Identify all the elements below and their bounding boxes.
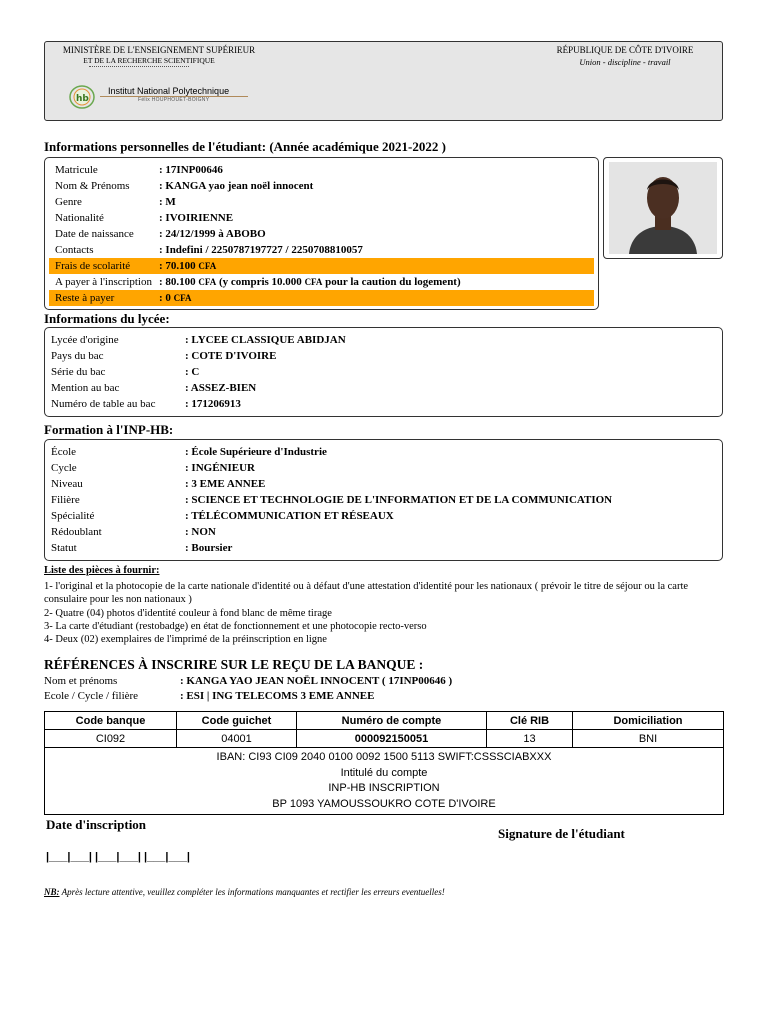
row-label: Spécialité [51,510,95,522]
domiciliation: BNI [573,730,724,748]
bank-school-row [44,690,724,704]
lycee-info-box [44,327,723,417]
to-pay-unit2: CFA [304,277,323,287]
row-value: : 17INP00646 [159,164,223,176]
row-label: Contacts [55,244,94,256]
bank-name-value: : KANGA YAO JEAN NOËL INNOCENT ( 17INP00646 ) [180,675,453,687]
row-value: : COTE D'IVOIRE [185,350,277,362]
bank-code: CI092 [45,730,177,748]
row-label: Nom & Prénoms [55,180,130,192]
row-value: : Indefini / 2250787197727 / 2250708810057 [159,244,363,256]
row-value: : École Supérieure d'Industrie [185,446,327,458]
republic-title: RÉPUBLIQUE DE CÔTE D'IVOIRE [556,45,694,55]
ministry-line2: ET DE LA RECHERCHE SCIENTIFIQUE [83,56,215,65]
student-photo-icon [609,162,717,254]
republic-motto: Union - discipline - travail [579,57,671,67]
header-account-number: Numéro de compte [297,712,487,730]
fees-unit: CFA [198,261,217,271]
lycee-row [45,380,715,396]
info-row-contacts [49,242,594,258]
date-field[interactable]: |___|___| |___|___| |___|___| [46,851,190,863]
row-label: Reste à payer [55,292,115,304]
info-row-matricule [49,162,594,178]
to-pay-amount: : 80.100 [159,276,196,288]
row-value: : 24/12/1999 à ABOBO [159,228,266,240]
branch-code: 04001 [177,730,297,748]
row-label: Frais de scolarité [55,260,131,272]
row-label: Genre [55,196,82,208]
lycee-row [45,332,715,348]
account-title-label: Intitulé du compte [340,766,428,779]
formation-row [45,476,715,492]
bank-info-cell [45,748,724,815]
row-label: Date de naissance [55,228,134,240]
to-pay-unit: CFA [198,277,217,287]
personal-section-title: Informations personnelles de l'étudiant: (Année académique 2021-2022 ) [44,139,446,154]
info-row-to-pay [49,274,594,290]
header-bank-code: Code banque [45,712,177,730]
info-row-nationality [49,210,594,226]
row-value: : Boursier [185,542,233,554]
row-label: Lycée d'origine [51,334,119,346]
row-label: Mention au bac [51,382,120,394]
institute-subtitle: Félix HOUPHOUËT-BOIGNY [138,97,210,103]
formation-row [45,492,715,508]
document-item: 2- Quatre (04) photos d'identité couleur à fond blanc de même tirage [44,608,332,619]
row-label: Matricule [55,164,98,176]
header-rib-key: Clé RIB [487,712,573,730]
formation-info-box [44,439,723,561]
row-value: : M [159,196,176,208]
institute-name: Institut National Polytechnique [108,86,230,96]
documents-title: Liste des pièces à fournir: [44,565,160,576]
row-label: Série du bac [51,366,106,378]
lycee-row [45,364,715,380]
row-value: : INGÉNIEUR [185,462,255,474]
fees-amount: : 70.100 [159,260,196,272]
row-value: : TÉLÉCOMMUNICATION ET RÉSEAUX [185,510,394,522]
ministry-line1: MINISTÈRE DE L'ENSEIGNEMENT SUPÉRIEUR [62,45,256,55]
row-label: Cycle [51,462,77,474]
row-value: : SCIENCE ET TECHNOLOGIE DE L'INFORMATION ET DE LA COMMUNICATION [185,494,613,506]
formation-row [45,540,715,556]
account-number: 000092150051 [297,730,487,748]
bank-table [44,711,724,815]
row-value: : ASSEZ-BIEN [185,382,257,394]
bank-info-row [45,748,724,815]
info-row-fees [49,258,594,274]
info-row-name [49,178,594,194]
student-photo [609,162,717,254]
inp-logo-icon [68,84,96,110]
remaining-amount: : 0 [159,292,171,304]
info-row-birth [49,226,594,242]
document-item: 4- Deux (02) exemplaires de l'imprimé de la préinscription en ligne [44,634,327,645]
formation-row [45,508,715,524]
remaining-unit: CFA [173,293,192,303]
bank-address: BP 1093 YAMOUSSOUKRO COTE D'IVOIRE [272,797,496,810]
bank-school-value: : ESI | ING TELECOMS 3 EME ANNEE [180,690,375,702]
row-value: : NON [185,526,216,538]
document-item: 3- La carte d'étudiant (restobadge) en état de fonctionnement et une photocopie recto-verso [44,621,427,632]
iban: IBAN: CI93 CI09 2040 0100 0092 1500 5113 SWIFT:CSSSCIABXXX [216,751,552,763]
info-row-gender [49,194,594,210]
signature-label: Signature de l'étudiant [498,826,625,841]
personal-info-box [44,157,599,310]
nb-note [44,887,445,897]
formation-row [45,460,715,476]
row-value: : IVOIRIENNE [159,212,234,224]
row-label: Filière [51,494,80,506]
bank-table-header [45,712,724,730]
lycee-row [45,348,715,364]
account-title: INP-HB INSCRIPTION [328,782,440,794]
rib-key: 13 [487,730,573,748]
row-label: Pays du bac [51,350,104,362]
formation-row [45,524,715,540]
lycee-row [45,396,715,412]
row-value [159,290,192,306]
row-label: Rédoublant [51,526,102,538]
row-label: Numéro de table au bac [51,398,156,410]
row-label: Statut [51,542,77,554]
row-value [159,274,461,290]
nb-label: NB: [44,887,60,897]
document-item: 1- l'original et la photocopie de la carte nationale d'identité ou à défaut d'une attestation d'identité pour les nationaux ( prévoir le titre de séjour ou la carte consulaire pour les non nationaux ) [44,581,689,605]
row-value: : 171206913 [185,398,241,410]
date-label: Date d'inscription [46,817,147,832]
bank-name-label: Nom et prénoms [44,675,118,687]
bank-table-row [45,730,724,748]
formation-row [45,444,715,460]
bank-title: RÉFÉRENCES À INSCRIRE SUR LE REÇU DE LA BANQUE : [44,657,424,672]
row-label: Nationalité [55,212,104,224]
row-value: : 3 EME ANNEE [185,478,266,490]
row-label: École [51,446,77,458]
ministry-divider [89,66,189,67]
nb-text: Après lecture attentive, veuillez compléter les informations manquantes et rectifier les erreurs eventuelles! [61,887,445,897]
lycee-section-title: Informations du lycée: [44,311,170,326]
row-label: Niveau [51,478,83,490]
row-value: : C [185,366,200,378]
header-domiciliation: Domiciliation [573,712,724,730]
header-branch-code: Code guichet [177,712,297,730]
bank-name-row [44,675,724,689]
bank-school-label: Ecole / Cycle / filière [44,690,139,702]
row-value: : KANGA yao jean noël innocent [159,180,314,192]
row-value: : LYCEE CLASSIQUE ABIDJAN [185,334,346,346]
row-value [159,258,216,274]
formation-section-title: Formation à l'INP-HB: [44,422,174,437]
info-row-remaining [49,290,594,306]
svg-text:hb: hb [76,94,89,104]
to-pay-note-b: pour la caution du logement) [325,276,461,288]
to-pay-note-a: (y compris 10.000 [219,276,302,288]
row-label: A payer à l'inscription [55,276,152,288]
